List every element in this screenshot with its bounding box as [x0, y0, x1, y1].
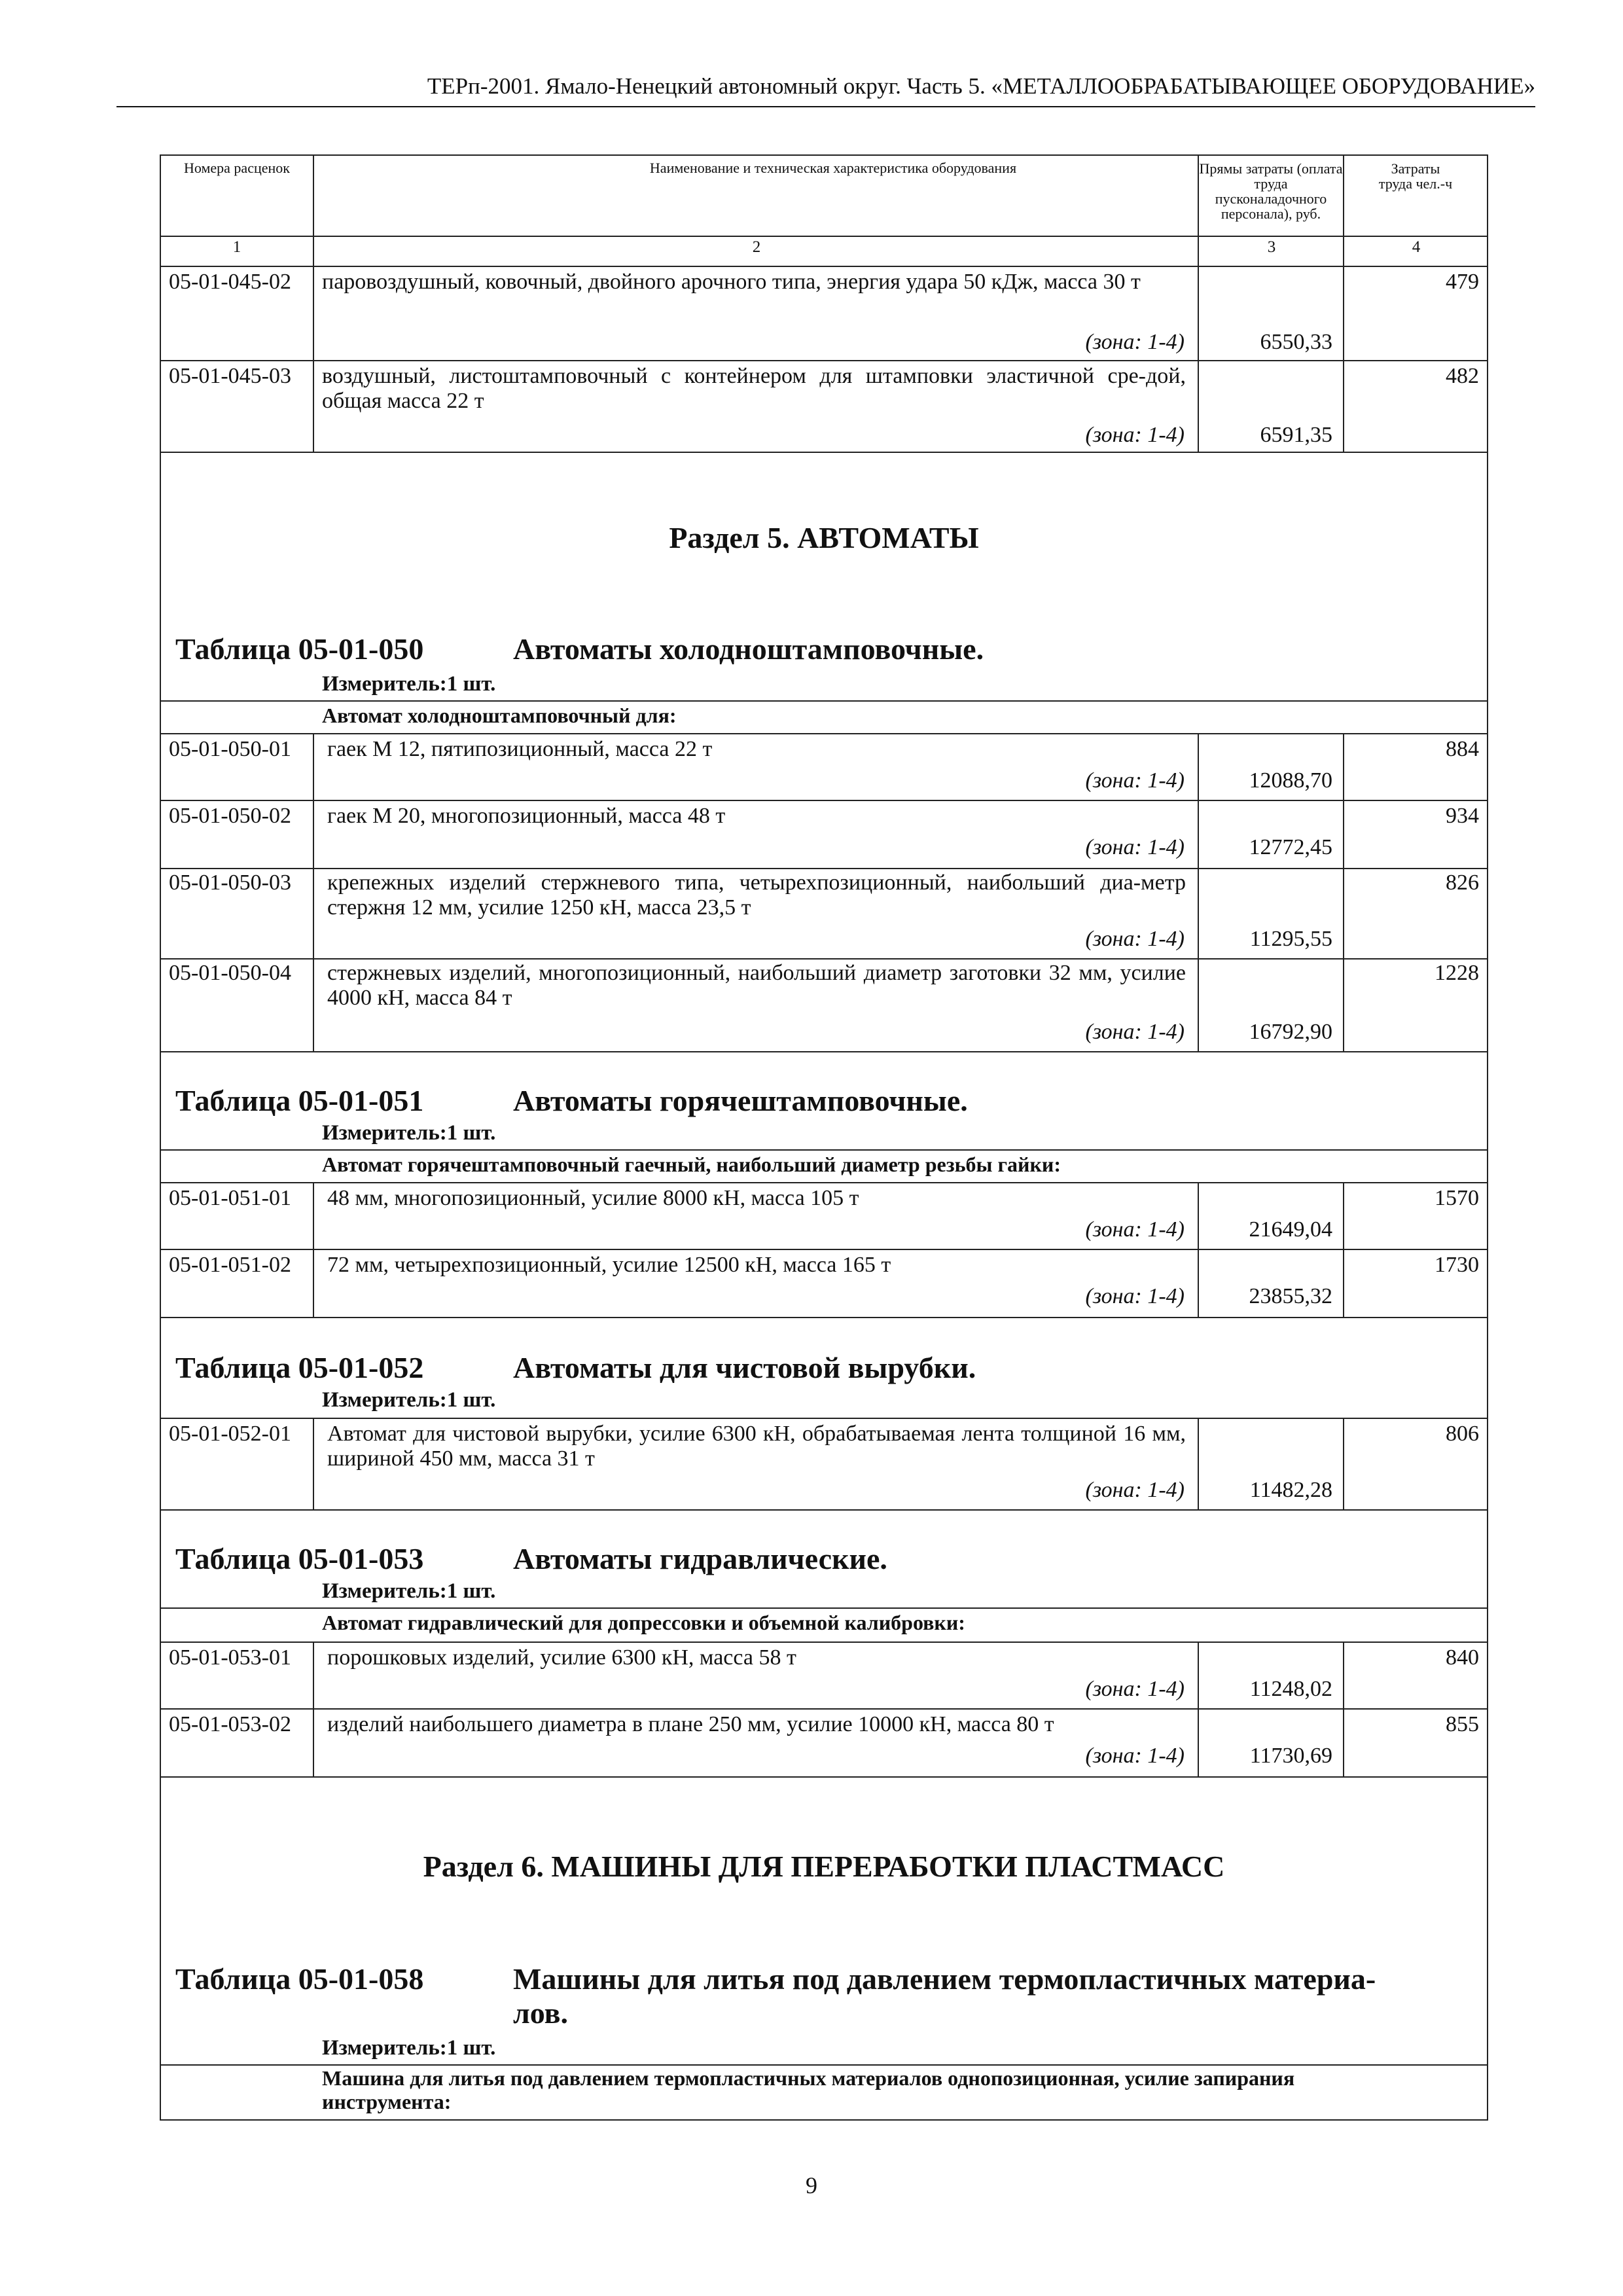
table-title: Автоматы горячештамповочные.: [513, 1084, 968, 1117]
col-line: [1343, 154, 1344, 452]
col-line: [313, 154, 314, 452]
labor-hours: 1570: [1435, 1186, 1479, 1210]
rate-description: воздушный, листоштамповочный с контейнером для штамповки эластичной сре-дой, общая масса 22 т: [322, 364, 1186, 413]
direct-cost: 23855,32: [1249, 1284, 1332, 1308]
frame-left: [160, 154, 161, 2121]
rate-description: 72 мм, четырехпозиционный, усилие 12500 кН, масса 165 т: [327, 1253, 891, 1277]
labor-hours: 479: [1446, 270, 1479, 294]
row-divider: [160, 1051, 1488, 1052]
row-divider: [160, 1249, 1488, 1250]
row-divider: [160, 1317, 1488, 1318]
col-number-3: 3: [1267, 238, 1276, 256]
page-number: 9: [806, 2172, 817, 2198]
zone-label: (зона: 1-4): [1085, 1478, 1185, 1502]
table-title: Автоматы для чистовой вырубки.: [513, 1351, 976, 1384]
row-divider: [160, 1708, 1488, 1710]
col-header-description: Наименование и техническая характеристика оборудования: [649, 160, 1017, 176]
rate-code: 05-01-050-03: [169, 870, 291, 895]
table-number: Таблица 05-01-058: [175, 1962, 424, 1996]
col-line: [1198, 154, 1199, 452]
group-heading: Автомат горячештамповочный гаечный, наибольший диаметр резьбы гайки:: [322, 1153, 1061, 1176]
rate-description: крепежных изделий стержневого типа, четырехпозиционный, наибольший диа-метр стержня 12 мм, усилие 1250 кН, масса 23,5 т: [327, 870, 1186, 920]
labor-hours: 1730: [1435, 1253, 1479, 1277]
table-number: Таблица 05-01-050: [175, 632, 424, 666]
running-title: ТЕРп-2001. Ямало-Ненецкий автономный округ. Часть 5. «МЕТАЛЛООБРАБАТЫВАЮЩЕЕ ОБОРУДОВАНИЕ»: [427, 73, 1535, 99]
table-number: Таблица 05-01-052: [175, 1351, 424, 1384]
direct-cost: 11248,02: [1249, 1677, 1332, 1701]
col-number-4: 4: [1412, 238, 1421, 256]
col-header-codes: Номера расценок: [184, 160, 290, 176]
col-header-direct-costs: Прямы затраты (оплата труда пусконаладочного персонала), руб.: [1199, 160, 1343, 222]
rate-code: 05-01-051-01: [169, 1186, 291, 1210]
direct-cost: 12088,70: [1249, 768, 1332, 793]
table-title: Автоматы холодноштамповочные.: [513, 632, 984, 666]
frame-right: [1487, 154, 1488, 2121]
section-title: Раздел 6. МАШИНЫ ДЛЯ ПЕРЕРАБОТКИ ПЛАСТМАСС: [423, 1850, 1225, 1883]
table-title-line2: лов.: [513, 1996, 569, 2030]
header-divider: [160, 236, 1488, 237]
zone-label: (зона: 1-4): [1085, 423, 1185, 447]
zone-label: (зона: 1-4): [1085, 1677, 1185, 1701]
rate-code: 05-01-051-02: [169, 1253, 291, 1277]
row-divider: [160, 1182, 1488, 1183]
row-divider: [160, 700, 1488, 702]
table-meter: Измеритель:1 шт.: [322, 672, 496, 696]
zone-label: (зона: 1-4): [1085, 1284, 1185, 1308]
table-number: Таблица 05-01-051: [175, 1084, 424, 1117]
zone-label: (зона: 1-4): [1085, 330, 1185, 354]
col-number-1: 1: [232, 238, 241, 256]
zone-label: (зона: 1-4): [1085, 1744, 1185, 1768]
frame-bottom: [160, 2119, 1488, 2121]
rate-description: изделий наибольшего диаметра в плане 250 мм, усилие 10000 кН, масса 80 т: [327, 1712, 1054, 1736]
row-divider: [160, 1509, 1488, 1511]
labor-hours: 855: [1446, 1712, 1479, 1736]
labor-hours: 1228: [1435, 961, 1479, 985]
rate-description: порошковых изделий, усилие 6300 кН, масса 58 т: [327, 1645, 796, 1670]
direct-cost: 6550,33: [1260, 330, 1332, 354]
rate-description: стержневых изделий, многопозиционный, наибольший диаметр заготовки 32 мм, усилие 4000 кН, масса 84 т: [327, 961, 1186, 1010]
table-title: Автоматы гидравлические.: [513, 1542, 887, 1575]
row-divider: [160, 958, 1488, 960]
header-rule: [116, 106, 1535, 107]
group-heading: Автомат гидравлический для допрессовки и объемной калибровки:: [322, 1611, 965, 1634]
rate-description: Автомат для чистовой вырубки, усилие 6300 кН, обрабатываемая лента толщиной 16 мм, шириной 450 мм, масса 31 т: [327, 1422, 1186, 1471]
section-title: Раздел 5. АВТОМАТЫ: [669, 521, 979, 554]
zone-label: (зона: 1-4): [1085, 835, 1185, 859]
direct-cost: 6591,35: [1260, 423, 1332, 447]
direct-cost: 11730,69: [1249, 1744, 1332, 1768]
zone-label: (зона: 1-4): [1085, 768, 1185, 793]
group-heading-line2: инструмента:: [322, 2090, 452, 2113]
rate-code: 05-01-052-01: [169, 1422, 291, 1446]
numbers-divider: [160, 266, 1488, 267]
labor-hours: 884: [1446, 737, 1479, 761]
rate-description: гаек М 12, пятипозиционный, масса 22 т: [327, 737, 713, 761]
zone-label: (зона: 1-4): [1085, 1217, 1185, 1242]
row-divider: [160, 360, 1488, 361]
rate-description: 48 мм, многопозиционный, усилие 8000 кН, масса 105 т: [327, 1186, 859, 1210]
group-heading-line1: Машина для литья под давлением термопластичных материалов однопозиционная, усилие запирания: [322, 2066, 1295, 2090]
col-number-2: 2: [752, 238, 761, 256]
labor-hours: 934: [1446, 804, 1479, 828]
rate-code: 05-01-050-01: [169, 737, 291, 761]
row-divider: [160, 1641, 1488, 1643]
row-divider: [160, 452, 1488, 453]
table-number: Таблица 05-01-053: [175, 1542, 424, 1575]
row-divider: [160, 1418, 1488, 1419]
group-heading: Автомат холодноштамповочный для:: [322, 704, 677, 727]
direct-cost: 11295,55: [1249, 927, 1332, 951]
labor-hours: 840: [1446, 1645, 1479, 1670]
labor-hours: 826: [1446, 870, 1479, 895]
col-header-labor: Затраты труда чел.-ч: [1378, 160, 1453, 192]
table-meter: Измеритель:1 шт.: [322, 1388, 496, 1412]
labor-hours: 806: [1446, 1422, 1479, 1446]
row-divider: [160, 800, 1488, 801]
row-divider: [160, 733, 1488, 734]
rate-code: 05-01-050-02: [169, 804, 291, 828]
frame-top: [160, 154, 1488, 156]
row-divider: [160, 1776, 1488, 1778]
table-meter: Измеритель:1 шт.: [322, 2036, 496, 2060]
table-title-line1: Машины для литья под давлением термопластичных материа-: [513, 1962, 1376, 1996]
rate-description: гаек М 20, многопозиционный, масса 48 т: [327, 804, 726, 828]
rate-code: 05-01-053-01: [169, 1645, 291, 1670]
rate-description: паровоздушный, ковочный, двойного арочного типа, энергия удара 50 кДж, масса 30 т: [322, 270, 1141, 294]
zone-label: (зона: 1-4): [1085, 1020, 1185, 1044]
rates-table: [160, 154, 1488, 2121]
direct-cost: 12772,45: [1249, 835, 1332, 859]
rate-code: 05-01-045-02: [169, 270, 291, 294]
table-meter: Измеритель:1 шт.: [322, 1579, 496, 1603]
direct-cost: 11482,28: [1249, 1478, 1332, 1502]
row-divider: [160, 1149, 1488, 1151]
zone-label: (зона: 1-4): [1085, 927, 1185, 951]
direct-cost: 21649,04: [1249, 1217, 1332, 1242]
row-divider: [160, 1607, 1488, 1609]
rate-code: 05-01-045-03: [169, 364, 291, 388]
table-meter: Измеритель:1 шт.: [322, 1121, 496, 1145]
direct-cost: 16792,90: [1249, 1020, 1332, 1044]
rate-code: 05-01-050-04: [169, 961, 291, 985]
row-divider: [160, 868, 1488, 869]
rate-code: 05-01-053-02: [169, 1712, 291, 1736]
labor-hours: 482: [1446, 364, 1479, 388]
